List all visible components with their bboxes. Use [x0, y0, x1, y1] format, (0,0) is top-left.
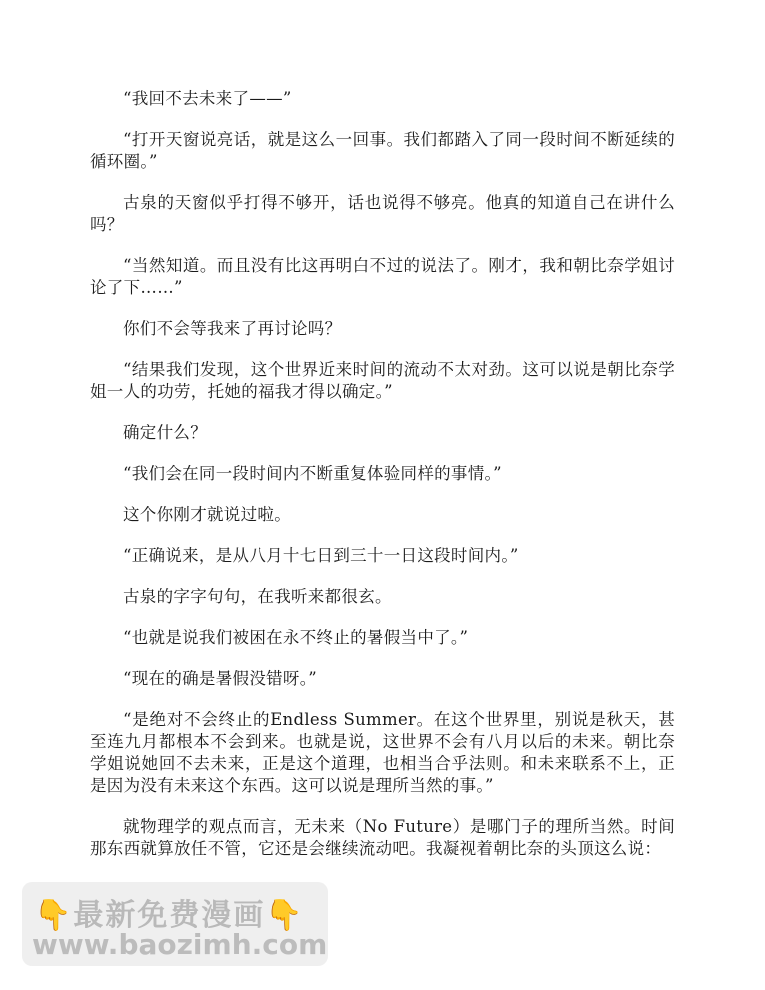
paragraph: “正确说来，是从八月十七日到三十一日这段时间内。”: [123, 546, 519, 565]
paragraph: 古泉的天窗似乎打得不够开，话也说得不够亮。他真的知道自己在讲什么吗？: [90, 193, 675, 234]
pointing-hand-icon: 👇: [265, 898, 305, 933]
paragraph: “我回不去未来了——”: [123, 89, 292, 108]
paragraph: 你们不会等我来了再讨论吗？: [123, 319, 342, 338]
watermark-title: 最新免费漫画: [73, 898, 266, 933]
watermark[interactable]: [22, 882, 328, 966]
paragraph: “结果我们发现，这个世界近来时间的流动不太对劲。这可以说是朝比奈学姐一人的功劳，托她的福我才得以确定。”: [90, 360, 675, 401]
paragraph: 就物理学的观点而言，无未来（No Future）是哪门子的理所当然。时间那东西就算放任不管，它还是会继续流动吧。我凝视着朝比奈的头顶这么说：: [90, 817, 675, 858]
watermark-url[interactable]: www.baozimh.com: [32, 928, 328, 961]
paragraph: “我们会在同一段时间内不断重复体验同样的事情。”: [123, 464, 502, 483]
paragraph: 古泉的字字句句，在我听来都很玄。: [123, 587, 392, 606]
pointing-hand-icon: 👇: [34, 898, 74, 933]
paragraph: “现在的确是暑假没错呀。”: [123, 669, 318, 688]
paragraph: “打开天窗说亮话，就是这么一回事。我们都踏入了同一段时间不断延续的循环圈。”: [90, 130, 675, 171]
paragraph: “是绝对不会终止的Endless Summer。在这个世界里，别说是秋天，甚至连九月都根本不会到来。也就是说，这世界不会有八月以后的未来。朝比奈学姐说她回不去未来，正是这个道理，也相当合乎法则。和未来联系不上，正是因为没有未来这个东西。这可以说是理所当然的事。”: [90, 710, 675, 795]
paragraph: “当然知道。而且没有比这再明白不过的说法了。刚才，我和朝比奈学姐讨论了下……”: [90, 256, 675, 297]
paragraph: 这个你刚才就说过啦。: [123, 505, 291, 524]
text-page: [90, 88, 675, 879]
paragraph: “也就是说我们被困在永不终止的暑假当中了。”: [123, 628, 469, 647]
paragraph: 确定什么？: [123, 423, 207, 442]
